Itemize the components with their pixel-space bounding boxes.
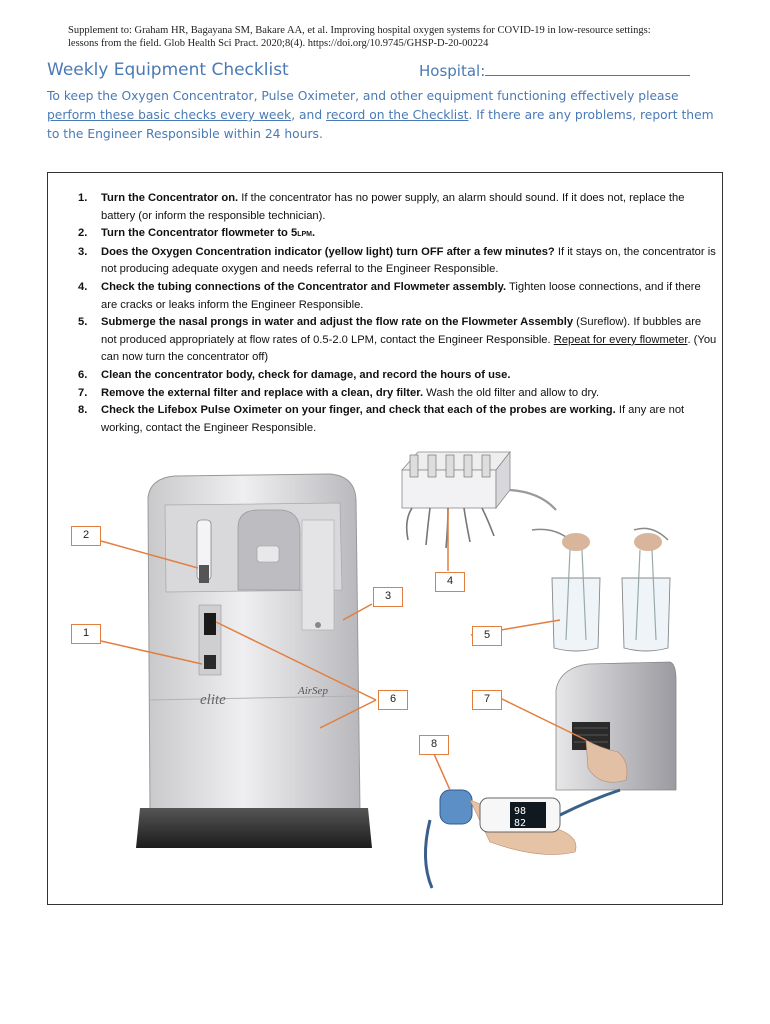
callout-label: 7: [472, 690, 502, 710]
intro-emphasis-1: perform these basic checks every week: [47, 108, 292, 122]
step-number: 1.: [78, 192, 88, 204]
intro-text-3: . If there are any problems, report them to the Engineer Responsible within 24 hours.: [47, 108, 714, 141]
step-tail: .: [312, 227, 316, 240]
supplement-line-1: Supplement to: Graham HR, Bagayana SM, Bakare AA, et al. Improving hospital oxygen systems for COVID-19 in low-resource settings:: [68, 25, 651, 36]
step-text: (Sureflow). If bubbles are not produced appropriately at flow rates of 0.5-2.0 LPM, contact the Engineer Responsible.: [101, 316, 702, 346]
page-title: Weekly Equipment Checklist: [47, 60, 289, 80]
device-model-label: elite: [200, 692, 226, 708]
step-number: 3.: [78, 245, 88, 258]
step-underline: Repeat for every flowmeter: [553, 333, 688, 346]
callout-label: 3: [373, 587, 403, 607]
intro-text-1: To keep the Oxygen Concentrator, Pulse Oximeter, and other equipment functioning effectively please: [47, 89, 679, 103]
intro-emphasis-2: record on the Checklist: [326, 108, 469, 122]
step-number: 5.: [78, 316, 88, 329]
oximeter-pulse-reading: 82: [514, 818, 527, 829]
step-text: If it stays on, the concentrator is not producing adequate oxygen and needs referral to the Engineer Responsible.: [101, 245, 716, 276]
step-text: If any are not working, contact the Engineer Responsible.: [101, 404, 685, 434]
step-heading: Submerge the nasal prongs in water and adjust the flow rate on the Flowmeter Assembly: [101, 316, 574, 329]
callout-label: 8: [419, 735, 449, 755]
oxygen-concentrator-image: [136, 474, 372, 848]
callout-label: 6: [378, 690, 408, 710]
step-text: Wash the old filter and allow to dry.: [423, 386, 600, 399]
step-heading: Check the tubing connections of the Concentrator and Flowmeter assembly.: [101, 280, 507, 293]
nasal-prongs-water-test-image: [532, 528, 670, 651]
step-heading: Clean the concentrator body, check for damage, and record the hours of use.: [101, 368, 511, 381]
step-number: 2.: [78, 227, 88, 240]
device-brand-logo: AirSep: [298, 685, 328, 697]
callout-label: 4: [435, 572, 465, 592]
filter-replacement-image: [556, 662, 676, 790]
hospital-label: Hospital:: [419, 62, 486, 80]
supplement-line-2: lessons from the field. Glob Health Sci Pract. 2020;8(4). https://doi.org/10.9745/GHSP-D-20-00224: [68, 38, 489, 49]
step-number: 4.: [78, 280, 88, 293]
flowmeter-assembly-image: [402, 452, 556, 548]
step-heading: Turn the Concentrator flowmeter to 5: [101, 227, 298, 240]
step-text-2: . (You can now turn the concentrator off): [101, 333, 717, 364]
callout-label: 2: [71, 526, 101, 546]
step-heading: Turn the Concentrator on.: [101, 192, 239, 204]
step-heading: Does the Oxygen Concentration indicator (yellow light) turn OFF after a few minutes?: [101, 245, 555, 258]
step-number: 7.: [78, 386, 88, 399]
callout-label: 1: [71, 624, 101, 644]
step-number: 6.: [78, 368, 88, 381]
oximeter-spo2-reading: 98: [514, 806, 527, 817]
step-unit: LPM: [297, 231, 312, 239]
pulse-oximeter-image: [425, 790, 620, 888]
step-heading: Remove the external filter and replace with a clean, dry filter.: [101, 386, 424, 399]
step-text: If the concentrator has no power supply, an alarm should sound. If it does not, replace the battery (or inform the responsible technician).: [101, 192, 685, 222]
intro-text-2: , and: [291, 108, 327, 122]
callout-label: 5: [472, 626, 502, 646]
step-number: 8.: [78, 404, 88, 417]
step-text: Tighten loose connections, and if there are cracks or leaks inform the Engineer Responsible.: [101, 280, 701, 311]
step-heading: Check the Lifebox Pulse Oximeter on your finger, and check that each of the probes are working.: [101, 404, 616, 417]
